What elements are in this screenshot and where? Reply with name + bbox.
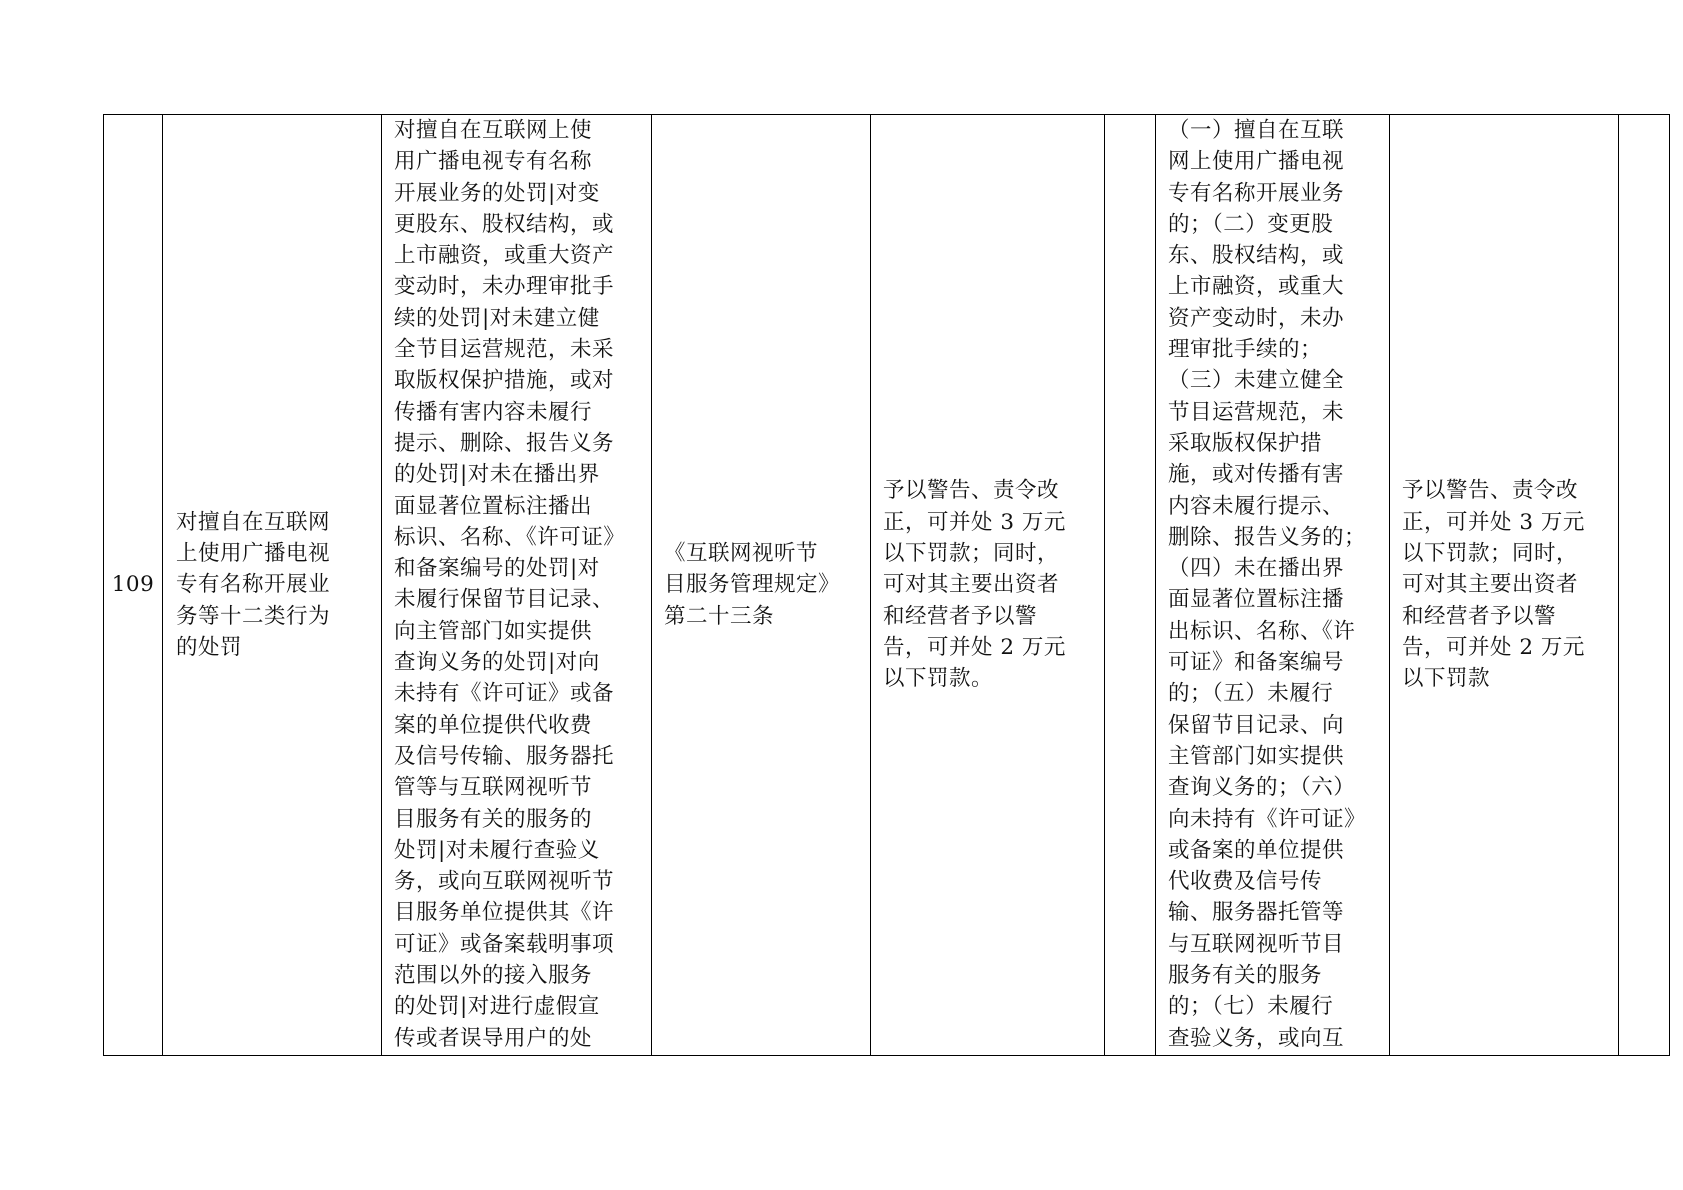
penalty-standard-2-cell xyxy=(1390,115,1619,1056)
empty-cell-2 xyxy=(1619,115,1670,1056)
row-number: 109 xyxy=(111,572,155,598)
sub-items-cell xyxy=(382,115,652,1056)
empty-cell-1 xyxy=(1105,115,1156,1056)
conditions-cell xyxy=(1156,115,1390,1056)
penalty-standard-cell xyxy=(871,115,1105,1056)
legal-basis-cell xyxy=(652,115,871,1056)
sub-items-text: 对擅自在互联网上使 用广播电视专有名称 开展业务的处罚|对变 更股东、股权结构，或 上市融资，或重大资产 变动时，未办理审批手 续的处罚|对未建立健 全节目运营规范，未采 取版权保护措施，或对 传播有害内容未履行 提示、删除、报告义务 的处罚|对未在播出界 面显著位置标注播出 标识、名称、《许可证》 和备案编号的处罚|对 未履行保留节目记录、 向主管部门如实提供 查询义务的处罚|对向 未持有《许可证》或备 案的单位提供代收费 及信号传输、服务器托 管等与互联网视听节 目服务有关的服务的 处罚|对未履行查验义 务，或向互联网视听节 目服务单位提供其《许 可证》或备案载明事项 范围以外的接入服务 的处罚|对进行虚假宣 传或者误导用户的处 xyxy=(394,118,626,1051)
penalty-standard-2-text: 予以警告、责令改 正，可并处 3 万元 以下罚款；同时， 可对其主要出资者 和经营者予以警 告，可并处 2 万元 以下罚款 xyxy=(1402,478,1585,692)
conditions-text: （一）擅自在互联 网上使用广播电视 专有名称开展业务 的；（二）变更股 东、股权结构，或 上市融资，或重大 资产变动时，未办 理审批手续的； （三）未建立健全 节目运营规范，未 采取版权保护措 施，或对传播有害 内容未履行提示、 删除、报告义务的； （四）未在播出界 面显著位置标注播 出标识、名称、《许 可证》和备案编号 的；（五）未履行 保留节目记录、向 主管部门如实提供 查询义务的；（六） 向未持有《许可证》 或备案的单位提供 代收费及信号传 输、服务器托管等 与互联网视听节目 服务有关的服务 的；（七）未履行 查验义务，或向互 xyxy=(1168,118,1367,1051)
legal-basis-text: 《互联网视听节 目服务管理规定》 第二十三条 xyxy=(664,541,841,629)
penalty-table xyxy=(103,114,1670,1056)
item-name-cell xyxy=(163,115,382,1056)
penalty-standard-text: 予以警告、责令改 正，可并处 3 万元 以下罚款；同时， 可对其主要出资者 和经营者予以警 告，可并处 2 万元 以下罚款。 xyxy=(883,478,1066,692)
row-number-cell xyxy=(104,115,163,1056)
item-name: 对擅自在互联网 上使用广播电视 专有名称开展业 务等十二类行为 的处罚 xyxy=(176,509,331,660)
table-row xyxy=(104,115,1670,1056)
